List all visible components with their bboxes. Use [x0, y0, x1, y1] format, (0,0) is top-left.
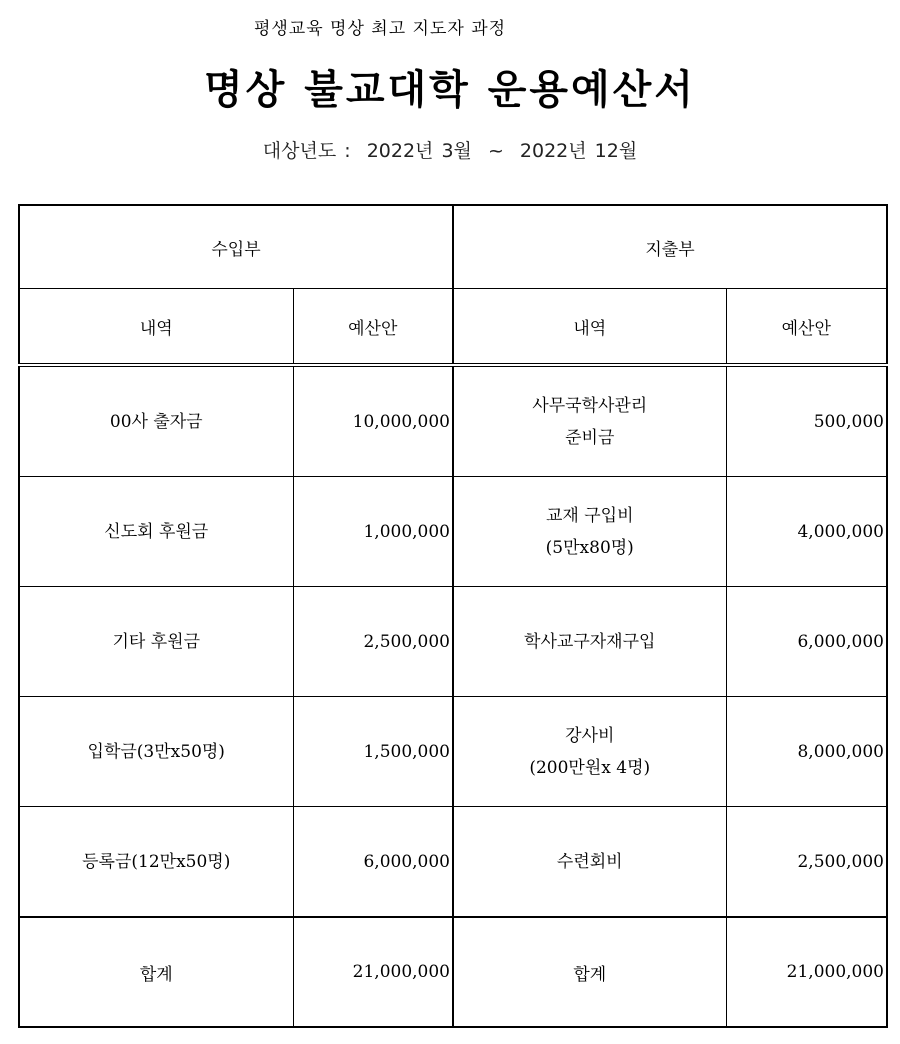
income-amount: 1,000,000: [293, 477, 453, 587]
income-amount: 10,000,000: [293, 365, 453, 477]
expense-amount: 6,000,000: [726, 587, 887, 697]
income-section-header: 수입부: [19, 205, 453, 289]
income-budget-column-header: 예산안: [293, 289, 453, 366]
period-label: 대상년도 :: [262, 140, 351, 162]
income-amount: 2,500,000: [293, 587, 453, 697]
period-separator: ~: [487, 140, 504, 162]
income-amount: 6,000,000: [293, 807, 453, 918]
expense-item: [453, 697, 726, 807]
expense-item-column-header: 내역: [453, 289, 726, 366]
expense-amount: 500,000: [726, 365, 887, 477]
period-start: 2022년 3월: [366, 140, 472, 162]
expense-amount: 4,000,000: [726, 477, 887, 587]
document-title: 명상 불교대학 운용예산서: [204, 66, 696, 113]
income-item: 기타 후원금: [19, 587, 293, 697]
income-amount: 1,500,000: [293, 697, 453, 807]
expense-total-label: 합계: [453, 917, 726, 1027]
income-total-label: 합계: [19, 917, 293, 1027]
expense-item-line1: 강사비: [565, 725, 615, 746]
expense-item: [453, 477, 726, 587]
income-item: 등록금(12만x50명): [19, 807, 293, 918]
expense-amount: 8,000,000: [726, 697, 887, 807]
expense-item: [453, 807, 726, 918]
table-row: [19, 697, 887, 807]
period-end: 2022년 12월: [519, 140, 638, 162]
column-header-row: [19, 289, 887, 366]
expense-item-line2: (200만원x 4명): [529, 757, 651, 778]
income-item: 00사 출자금: [19, 365, 293, 477]
budget-table: [18, 204, 888, 1028]
income-item: 신도회 후원금: [19, 477, 293, 587]
expense-section-header: 지출부: [453, 205, 887, 289]
expense-item-line1: 교재 구입비: [545, 505, 634, 526]
section-header-row: [19, 205, 887, 289]
expense-item-line1: 학사교구자재구입: [524, 631, 656, 652]
expense-budget-column-header: 예산안: [726, 289, 887, 366]
course-subtitle: 평생교육 명상 최고 지도자 과정: [253, 19, 507, 39]
expense-item: [453, 587, 726, 697]
expense-item: [453, 365, 726, 477]
expense-total-amount: 21,000,000: [726, 917, 887, 1027]
target-period: [0, 136, 900, 163]
expense-item-line1: 사무국학사관리: [532, 395, 648, 416]
expense-item-line1: 수련회비: [556, 851, 623, 872]
table-row: [19, 587, 887, 697]
table-row: [19, 477, 887, 587]
expense-amount: 2,500,000: [726, 807, 887, 918]
total-row: [19, 917, 887, 1027]
income-item-column-header: 내역: [19, 289, 293, 366]
income-item: 입학금(3만x50명): [19, 697, 293, 807]
income-total-amount: 21,000,000: [293, 917, 453, 1027]
expense-item-line2: (5만x80명): [545, 537, 634, 558]
table-row: [19, 365, 887, 477]
expense-item-line2: 준비금: [565, 427, 615, 448]
table-row: [19, 807, 887, 918]
